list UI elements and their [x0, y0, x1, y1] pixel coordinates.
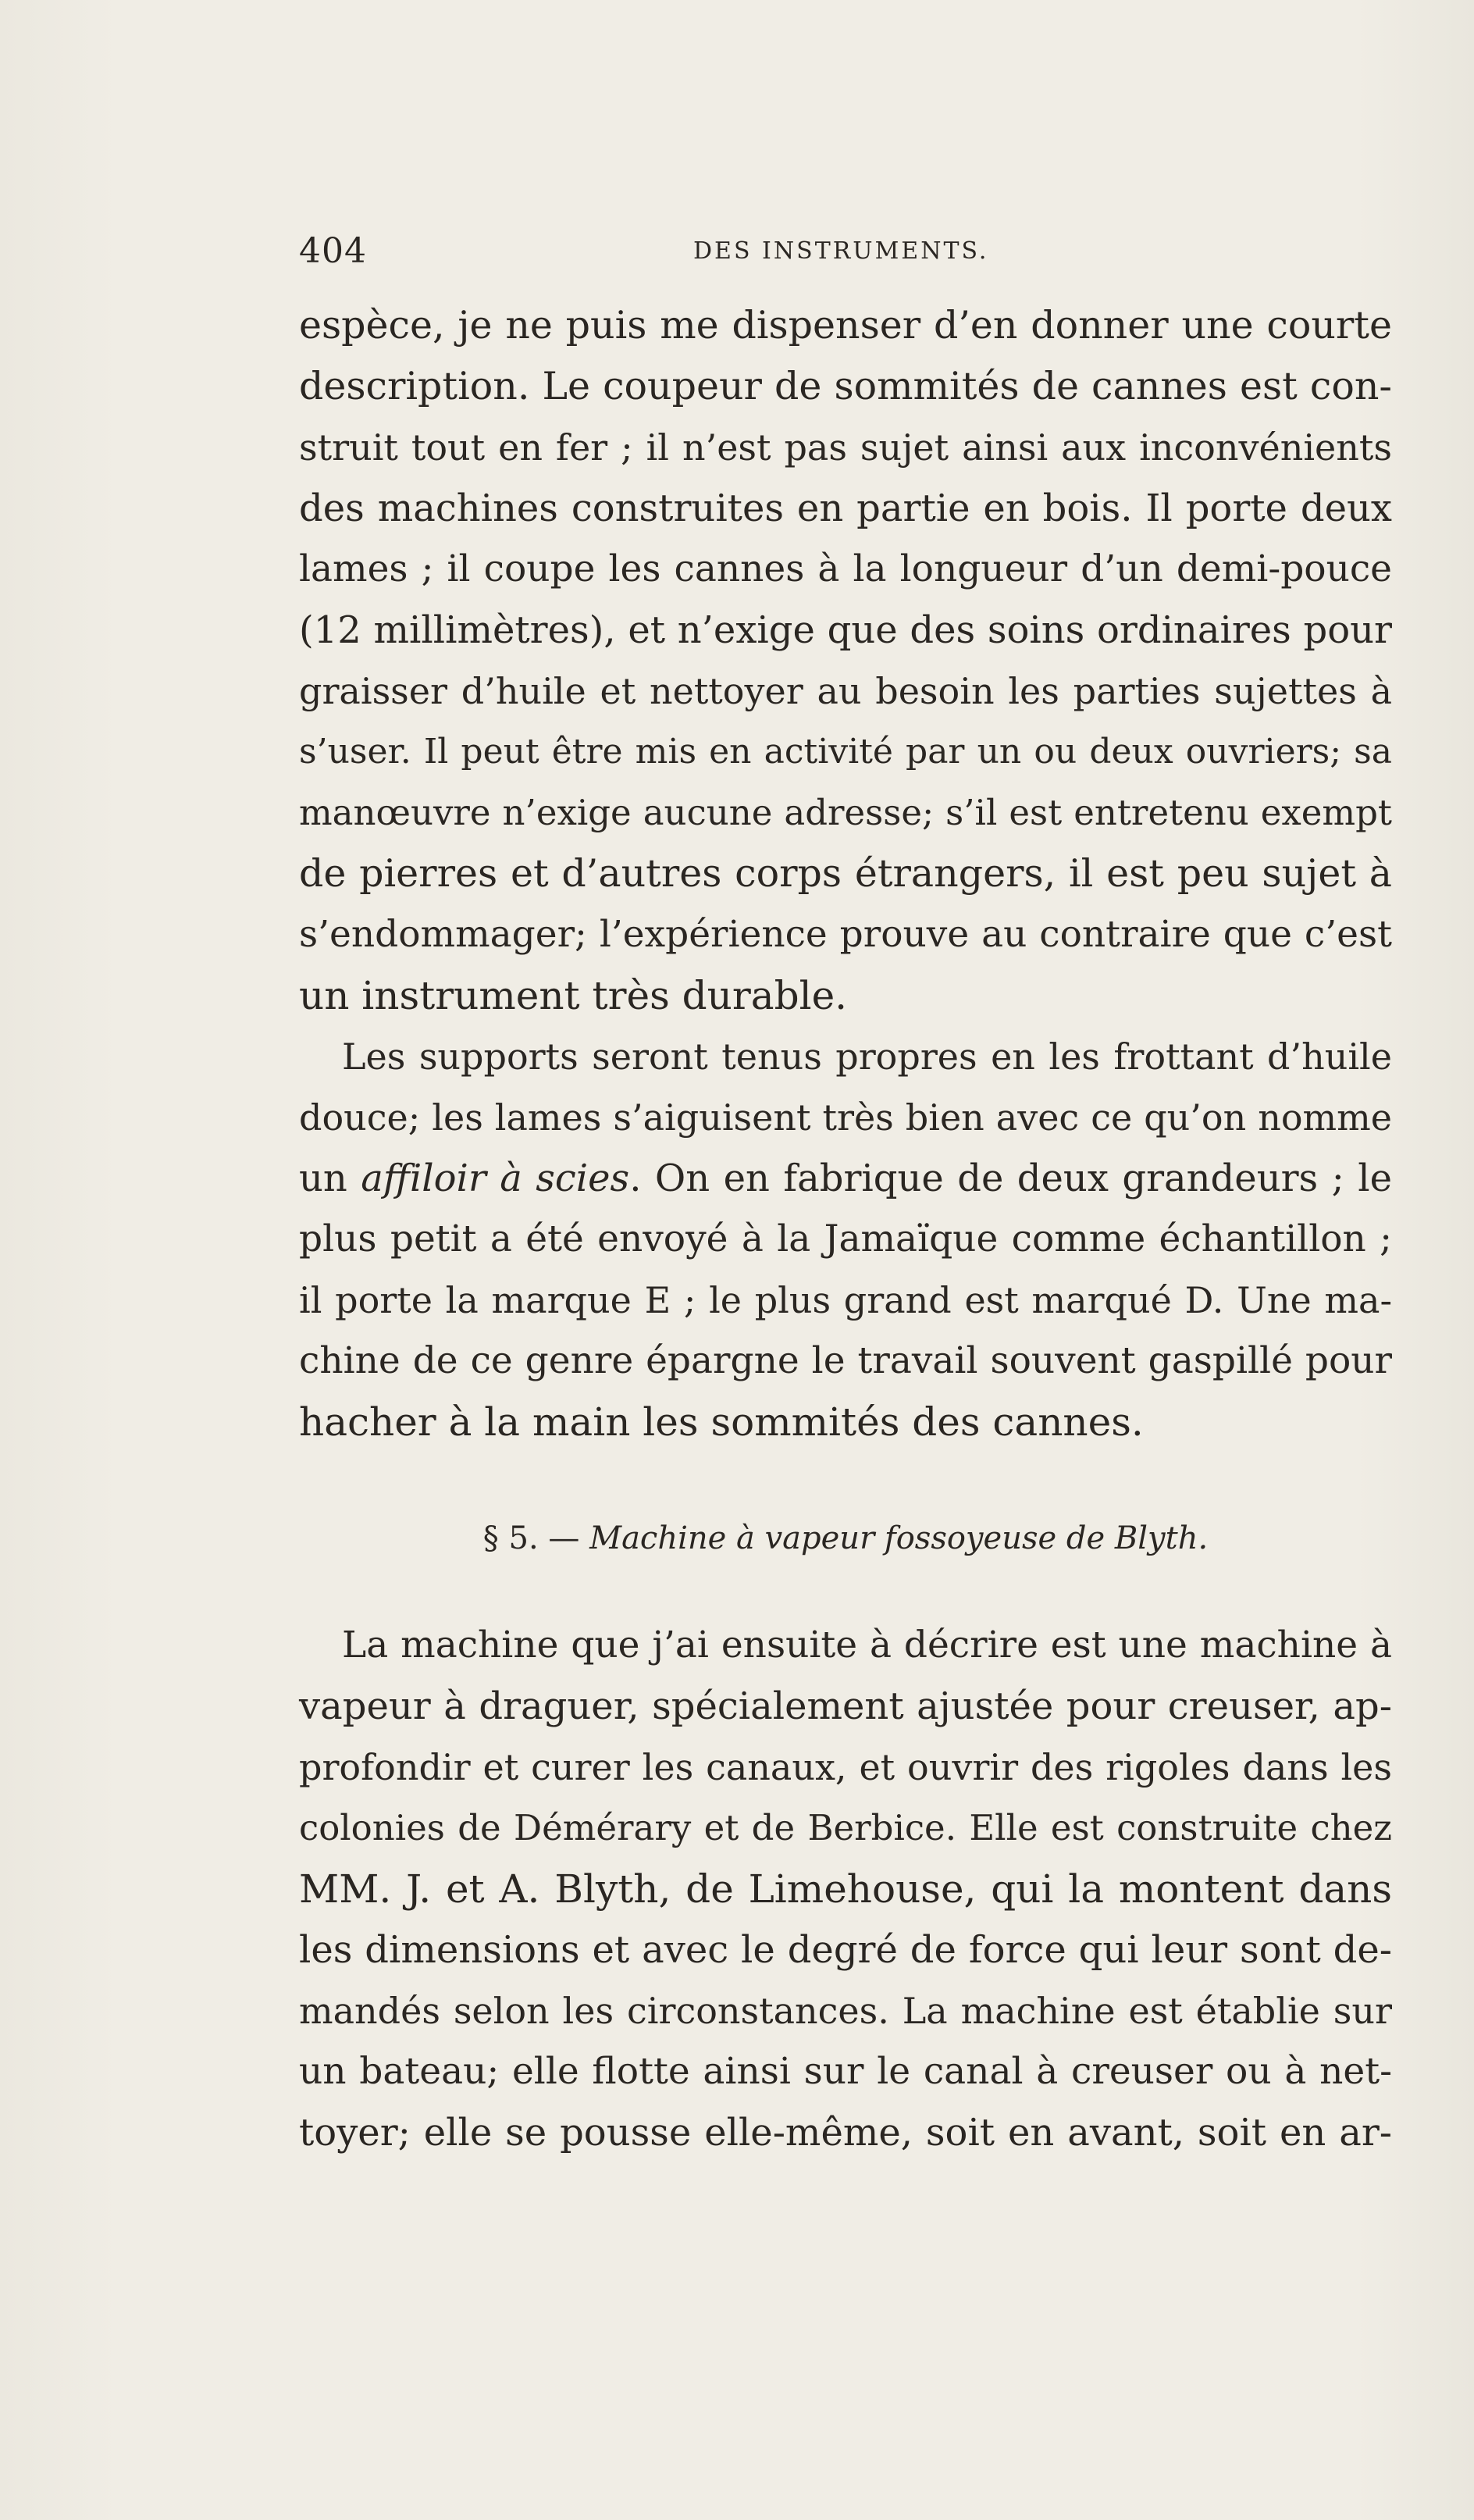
text-line: de pierres et d’autres corps étrangers, il est peu sujet à: [299, 851, 1392, 896]
text-line: chine de ce genre épargne le travail souvent gaspillé pour: [299, 1339, 1392, 1382]
text-line: graisser d’huile et nettoyer au besoin les parties sujettes à: [299, 670, 1392, 712]
text-line: Les supports seront tenus propres en les frottant d’huile: [342, 1035, 1392, 1078]
text-line: mandés selon les circonstances. La machine est établie sur: [299, 1990, 1392, 2032]
text-line: manœuvre n’exige aucune adresse; s’il est entretenu exempt: [299, 792, 1392, 833]
text-line: toyer; elle se pousse elle-même, soit en avant, soit en ar-: [299, 2111, 1392, 2155]
text-line: (12 millimètres), et n’exige que des soins ordinaires pour: [299, 608, 1392, 652]
section-number: § 5. —: [482, 1520, 580, 1556]
text-line: MM. J. et A. Blyth, de Limehouse, qui la montent dans: [299, 1866, 1392, 1912]
text-line: description. Le coupeur de sommités de cannes est con-: [299, 364, 1392, 408]
text-line: s’user. Il peut être mis en activité par un ou deux ouvriers; sa: [299, 732, 1392, 772]
text-line: [299, 1148, 1392, 1209]
text-line: colonies de Démérary et de Berbice. Elle est construite chez: [299, 1807, 1392, 1848]
body-text-bottom: [299, 1615, 1392, 2163]
text-line: un instrument très durable.: [299, 973, 848, 1018]
section-heading: [299, 1515, 1392, 1562]
italic-term: affiloir à scies: [361, 1157, 630, 1200]
text-fragment: . On en fabrique de deux grandeurs ; le: [629, 1157, 1392, 1200]
text-line: lames ; il coupe les cannes à la longueur d’un demi-pouce: [299, 547, 1392, 590]
text-line: s’endommager; l’expérience prouve au contraire que c’est: [299, 913, 1392, 956]
text-line: struit tout en fer ; il n’est pas sujet ainsi aux inconvénients: [299, 426, 1392, 469]
body-text-top: [299, 295, 1392, 1452]
text-line: un bateau; elle flotte ainsi sur le canal à creuser ou à net-: [299, 2050, 1392, 2093]
text-line: plus petit a été envoyé à la Jamaïque comme échantillon ;: [299, 1217, 1392, 1260]
text-fragment: un: [299, 1157, 347, 1200]
page-header: [299, 231, 1392, 278]
text-line: La machine que j’ai ensuite à décrire est une machine à: [342, 1624, 1392, 1666]
text-line: espèce, je ne puis me dispenser d’en donner une courte: [299, 303, 1392, 348]
text-line: les dimensions et avec le degré de force qui leur sont de-: [299, 1928, 1392, 1972]
section-title: Machine à vapeur fossoyeuse de Blyth.: [589, 1520, 1209, 1556]
page-number: 404: [299, 231, 367, 271]
text-line: il porte la marque E ; le plus grand est marqué D. Une ma-: [299, 1279, 1392, 1321]
running-title: DES INSTRUMENTS.: [693, 237, 989, 265]
text-line: douce; les lames s’aiguisent très bien avec ce qu’on nomme: [299, 1096, 1392, 1139]
text-line: profondir et curer les canaux, et ouvrir des rigoles dans les: [299, 1746, 1392, 1788]
text-line: des machines construites en partie en bois. Il porte deux: [299, 487, 1392, 530]
text-line: vapeur à draguer, spécialement ajustée pour creuser, ap-: [299, 1684, 1392, 1728]
text-line: hacher à la main les sommités des cannes.: [299, 1399, 1144, 1445]
